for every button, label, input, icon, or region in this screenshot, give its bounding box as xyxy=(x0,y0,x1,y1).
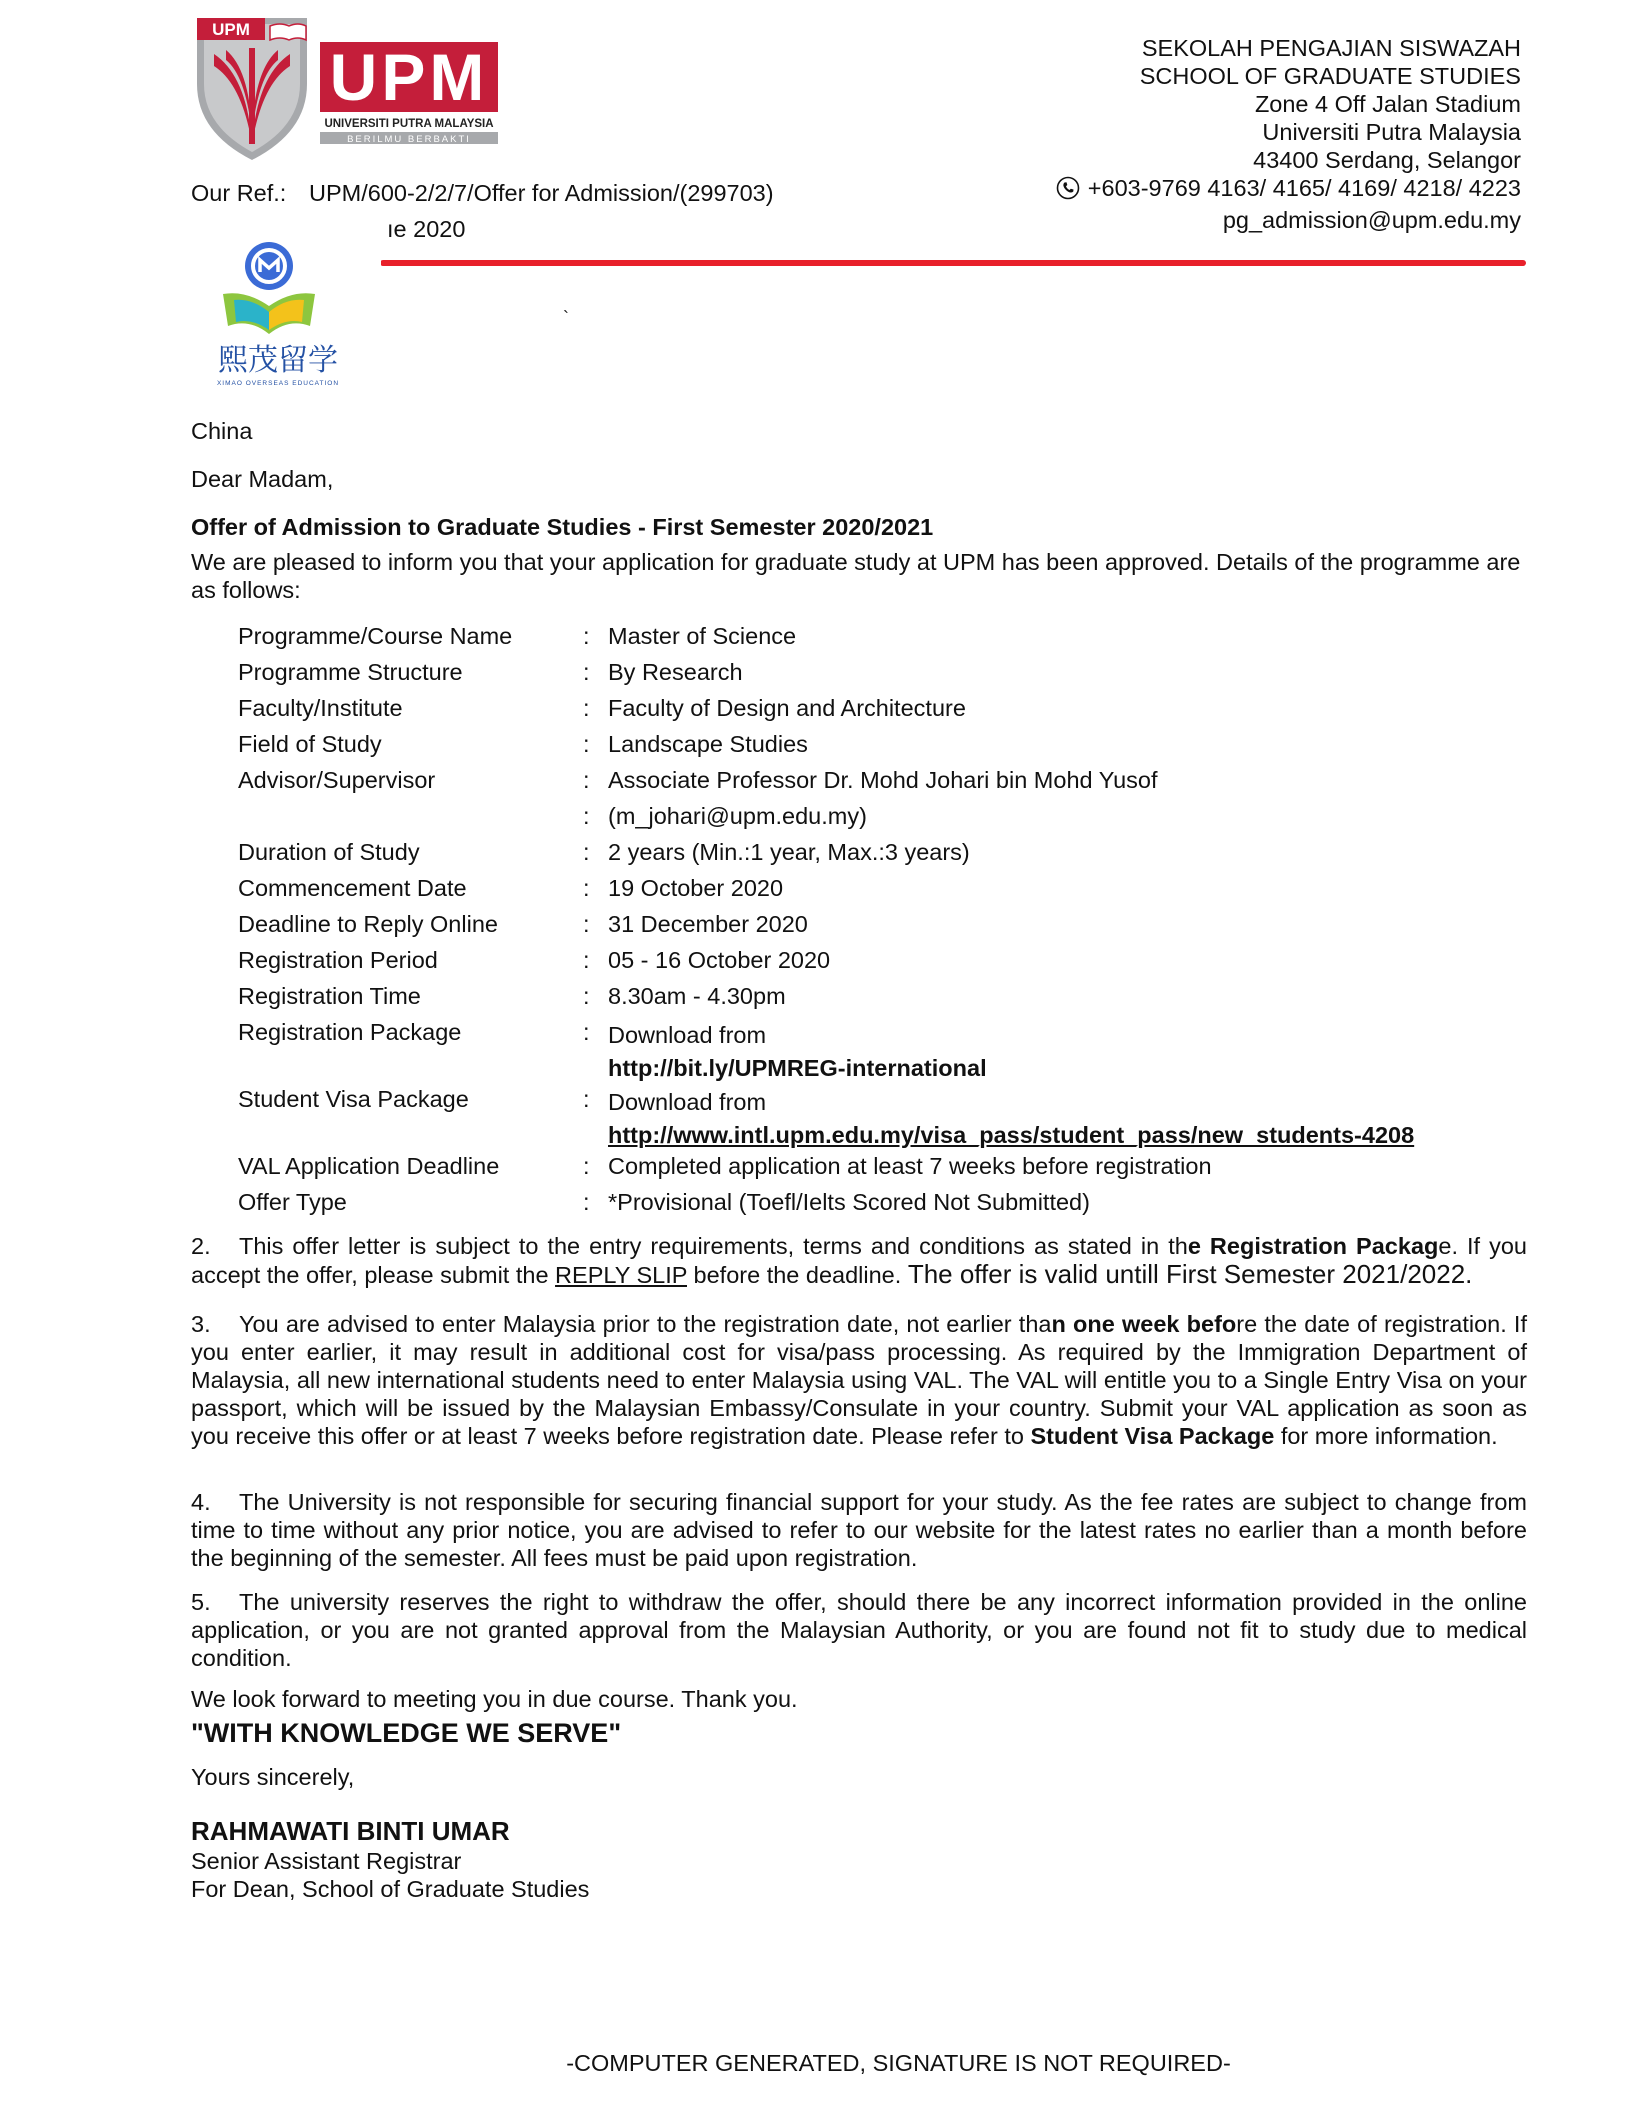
reference-number: UPM/600-2/2/7/Offer for Admission/(299703) xyxy=(309,180,774,206)
address-line-2: SCHOOL OF GRADUATE STUDIES xyxy=(1139,63,1521,89)
detail-label: Deadline to Reply Online xyxy=(238,910,498,937)
detail-colon: : xyxy=(583,874,590,901)
phone-line xyxy=(1056,174,1521,206)
intro-paragraph: We are pleased to inform you that your application for graduate study at UPM has been approved. Details of the programme are as follows: xyxy=(191,549,1521,603)
detail-colon: : xyxy=(583,946,590,973)
detail-row xyxy=(238,654,1528,690)
detail-label: Registration Period xyxy=(238,946,438,973)
detail-label: Registration Time xyxy=(238,982,421,1009)
paragraph-text: This offer letter is subject to the entry requirements, terms and conditions as stated in th xyxy=(239,1233,1188,1259)
agency-chinese-name: 熙茂留学 xyxy=(218,343,338,378)
paragraph-text: The University is not responsible for securing financial support for your study. As the fee rates are subject to change from time to time without any prior notice, you are advised to refer to our website for the latest rates no earlier than a month before the beginning of the semester. All fees must be paid upon registration. xyxy=(191,1489,1527,1571)
detail-label: Registration Package xyxy=(238,1019,462,1045)
letter-subject: Offer of Admission to Graduate Studies - First Semester 2020/2021 xyxy=(191,514,934,540)
reference-line xyxy=(191,180,774,207)
detail-row xyxy=(238,762,1528,798)
header-divider xyxy=(380,260,1526,266)
agency-english-name: XIMAO OVERSEAS EDUCATION xyxy=(216,380,340,387)
paragraph-number: 5. xyxy=(191,1589,211,1615)
detail-value: Landscape Studies xyxy=(608,730,808,757)
detail-value-text: Download from xyxy=(608,1089,767,1115)
detail-value: Associate Professor Dr. Mohd Johari bin Mohd Yusof xyxy=(608,766,1158,793)
detail-row xyxy=(238,690,1528,726)
detail-value xyxy=(608,1019,1528,1085)
detail-label: Offer Type xyxy=(238,1188,347,1215)
paragraph-bold: Student Visa Package xyxy=(1030,1423,1275,1449)
detail-value xyxy=(608,1086,1528,1152)
salutation: Dear Madam, xyxy=(191,466,334,492)
detail-colon: : xyxy=(583,838,590,865)
signer-department: For Dean, School of Graduate Studies xyxy=(191,1876,590,1902)
address-line-4: Universiti Putra Malaysia xyxy=(1262,119,1521,145)
paragraph-text: for more information. xyxy=(1274,1423,1498,1449)
detail-value: 2 years (Min.:1 year, Max.:3 years) xyxy=(608,838,970,865)
email-address: pg_admission@upm.edu.my xyxy=(1222,207,1521,233)
detail-colon: : xyxy=(583,1019,590,1045)
detail-value: 19 October 2020 xyxy=(608,874,784,901)
detail-colon: : xyxy=(583,694,590,721)
address-line-3: Zone 4 Off Jalan Stadium xyxy=(1254,91,1521,117)
detail-colon: : xyxy=(583,982,590,1009)
paragraph-3 xyxy=(191,1310,1527,1450)
detail-row xyxy=(238,726,1528,762)
detail-row xyxy=(238,834,1528,870)
detail-colon: : xyxy=(583,910,590,937)
detail-row xyxy=(238,618,1528,654)
detail-value: 31 December 2020 xyxy=(608,910,808,937)
detail-colon: : xyxy=(583,622,590,649)
detail-value: Faculty of Design and Architecture xyxy=(608,694,966,721)
paragraph-2 xyxy=(191,1232,1527,1289)
university-motto: "WITH KNOWLEDGE WE SERVE" xyxy=(191,1718,622,1748)
detail-colon: : xyxy=(583,802,590,829)
upm-logo xyxy=(192,14,500,162)
detail-label: Advisor/Supervisor xyxy=(238,766,436,793)
detail-label: Faculty/Institute xyxy=(238,694,403,721)
phone-number: +603-9769 4163/ 4165/ 4169/ 4218/ 4223 xyxy=(1087,175,1521,201)
paragraph-bold: e Registration Packag xyxy=(1187,1233,1439,1259)
sender-address xyxy=(1056,34,1521,234)
stray-mark: ` xyxy=(563,308,569,328)
supervisor-email: (m_johari@upm.edu.my) xyxy=(608,802,867,829)
paragraph-number: 2. xyxy=(191,1233,211,1259)
detail-row xyxy=(238,1184,1528,1220)
closing-line: We look forward to meeting you in due course. Thank you. xyxy=(191,1686,798,1712)
agency-watermark-logo xyxy=(176,238,381,412)
paragraph-5 xyxy=(191,1588,1527,1672)
paragraph-text: You are advised to enter Malaysia prior to the registration date, not earlier tha xyxy=(239,1311,1052,1337)
logo-university-name: UNIVERSITI PUTRA MALAYSIA xyxy=(324,118,494,130)
detail-value: Completed application at least 7 weeks before registration xyxy=(608,1152,1212,1179)
detail-value: *Provisional (Toefl/Ielts Scored Not Submitted) xyxy=(608,1188,1090,1215)
paragraph-text: re the date of registration. If you enter earlier, it may result in additional cost for visa/pass processing. As required by the Immigration Department of Malaysia, all new international students need to enter Malaysia using VAL. The VAL will entitle you to a Single Entry Visa on your passport, which will be issued by the Malaysian Embassy/Consulate in your country. Submit your VAL application as soon as you receive this offer or at least 7 weeks before registration date. Please refer to xyxy=(191,1311,1527,1449)
detail-colon: : xyxy=(583,766,590,793)
student-visa-package-link[interactable]: http://www.intl.upm.edu.my/visa_pass/student_pass/new_students-4208 xyxy=(608,1122,1415,1148)
reference-label: Our Ref.: xyxy=(191,180,287,206)
detail-label: Programme/Course Name xyxy=(238,622,513,649)
paragraph-number: 4. xyxy=(191,1489,211,1515)
detail-colon: : xyxy=(583,1086,590,1112)
address-line-1: SEKOLAH PENGAJIAN SISWAZAH xyxy=(1141,35,1521,61)
paragraph-text: e. If you accept the offer, please submit the xyxy=(191,1233,1527,1288)
detail-label: Programme Structure xyxy=(238,658,463,685)
detail-value-text: Download from xyxy=(608,1022,767,1048)
letter-date: ıe 2020 xyxy=(387,216,466,242)
paragraph-text: The university reserves the right to withdraw the offer, should there be any incorrect information provided in the online application, or you are not granted approval from the Malaysian Authority, or you are found not fit to study due to medical condition. xyxy=(191,1589,1527,1671)
paragraph-number: 3. xyxy=(191,1311,211,1337)
detail-row xyxy=(238,798,1528,834)
registration-package-link[interactable]: http://bit.ly/UPMREG-international xyxy=(608,1055,987,1081)
detail-label: Commencement Date xyxy=(238,874,467,901)
detail-colon: : xyxy=(583,1152,590,1179)
detail-colon: : xyxy=(583,1188,590,1215)
detail-label: Field of Study xyxy=(238,730,382,757)
paragraph-4 xyxy=(191,1488,1527,1572)
detail-row xyxy=(238,906,1528,942)
detail-row xyxy=(238,978,1528,1014)
detail-label: Student Visa Package xyxy=(238,1086,469,1112)
valediction: Yours sincerely, xyxy=(191,1764,355,1790)
programme-details xyxy=(238,618,1528,1220)
detail-value: 8.30am - 4.30pm xyxy=(608,982,786,1009)
detail-value: Master of Science xyxy=(608,622,797,649)
phone-icon xyxy=(1056,176,1080,200)
reply-slip-link[interactable]: REPLY SLIP xyxy=(555,1262,687,1288)
detail-value: By Research xyxy=(608,658,743,685)
detail-value: 05 - 16 October 2020 xyxy=(608,946,831,973)
paragraph-bold: n one week befo xyxy=(1051,1311,1237,1337)
logo-mark-text: UPM xyxy=(212,20,250,39)
detail-row xyxy=(238,1148,1528,1184)
detail-colon: : xyxy=(583,730,590,757)
recipient-country: China xyxy=(191,418,253,444)
signer-title: Senior Assistant Registrar xyxy=(191,1848,462,1874)
paragraph-text: before the deadline. xyxy=(687,1262,908,1288)
detail-label: VAL Application Deadline xyxy=(238,1152,500,1179)
logo-wordmark: UPM xyxy=(329,40,489,114)
footer-note: -COMPUTER GENERATED, SIGNATURE IS NOT REQUIRED- xyxy=(566,2050,1231,2076)
signer-name: RAHMAWATI BINTI UMAR xyxy=(191,1816,510,1846)
detail-label: Duration of Study xyxy=(238,838,420,865)
detail-row xyxy=(238,942,1528,978)
detail-row xyxy=(238,1014,1528,1081)
address-line-5: 43400 Serdang, Selangor xyxy=(1253,147,1521,173)
detail-row xyxy=(238,1081,1528,1148)
detail-row xyxy=(238,870,1528,906)
detail-colon: : xyxy=(583,658,590,685)
logo-motto: BERILMU BERBAKTI xyxy=(347,134,471,145)
offer-validity: The offer is valid untill First Semester 2021/2022. xyxy=(907,1259,1473,1289)
